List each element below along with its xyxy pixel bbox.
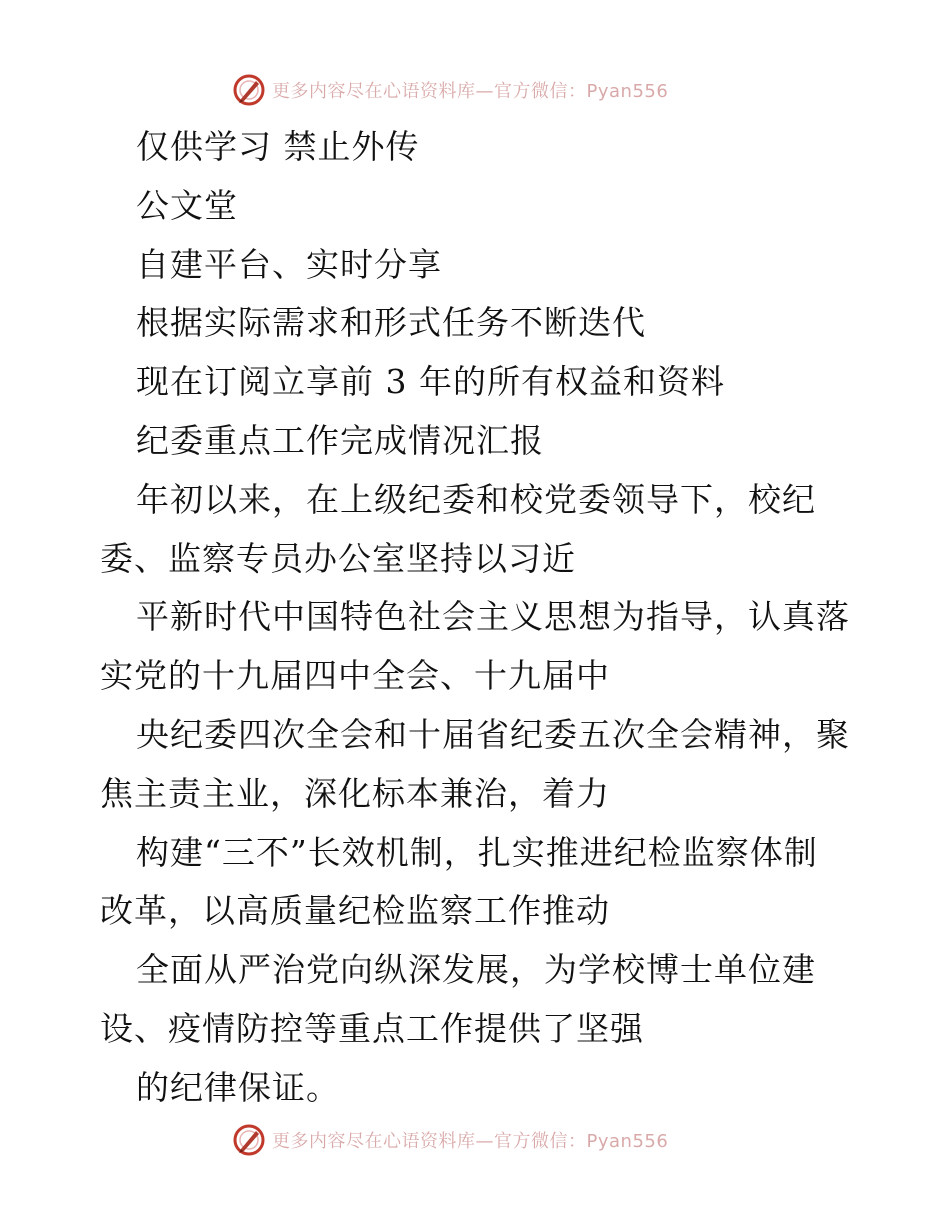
- text-line-8: 委、监察专员办公室坚持以习近: [100, 538, 576, 578]
- text-line-16: 设、疫情防控等重点工作提供了坚强: [100, 1008, 644, 1048]
- text-line-4: 根据实际需求和形式任务不断迭代: [136, 303, 646, 343]
- text-line-11: 央纪委四次全会和十届省纪委五次全会精神，聚: [136, 714, 850, 754]
- text-line-12: 焦主责主业，深化标本兼治，着力: [100, 773, 610, 813]
- text-line-5: 现在订阅立享前 3 年的所有权益和资料: [136, 362, 725, 402]
- red-pen-circle-logo-icon: [232, 1123, 266, 1157]
- red-pen-circle-logo-icon: [232, 73, 266, 107]
- text-line-14: 改革，以高质量纪检监察工作推动: [100, 891, 610, 931]
- document-body: [100, 118, 860, 1118]
- text-line-15: 全面从严治党向纵深发展，为学校博士单位建: [136, 950, 816, 990]
- text-line-6: 纪委重点工作完成情况汇报: [136, 420, 544, 460]
- header-watermark-text: 更多内容尽在心语资料库—官方微信：Pyan556: [272, 81, 669, 102]
- header-watermark-banner: [232, 70, 752, 110]
- text-line-9: 平新时代中国特色社会主义思想为指导，认真落: [136, 597, 850, 637]
- text-line-2: 公文堂: [136, 185, 238, 225]
- footer-watermark-banner: [232, 1120, 752, 1160]
- text-line-10: 实党的十九届四中全会、十九届中: [100, 656, 610, 696]
- text-line-17: 的纪律保证。: [136, 1067, 340, 1107]
- footer-watermark-text: 更多内容尽在心语资料库—官方微信：Pyan556: [272, 1131, 669, 1152]
- text-line-1: 仅供学习 禁止外传: [136, 127, 420, 166]
- text-line-13: 构建“三不”长效机制，扎实推进纪检监察体制: [136, 832, 818, 872]
- text-line-7: 年初以来，在上级纪委和校党委领导下，校纪: [136, 479, 816, 519]
- text-line-3: 自建平台、实时分享: [136, 244, 442, 284]
